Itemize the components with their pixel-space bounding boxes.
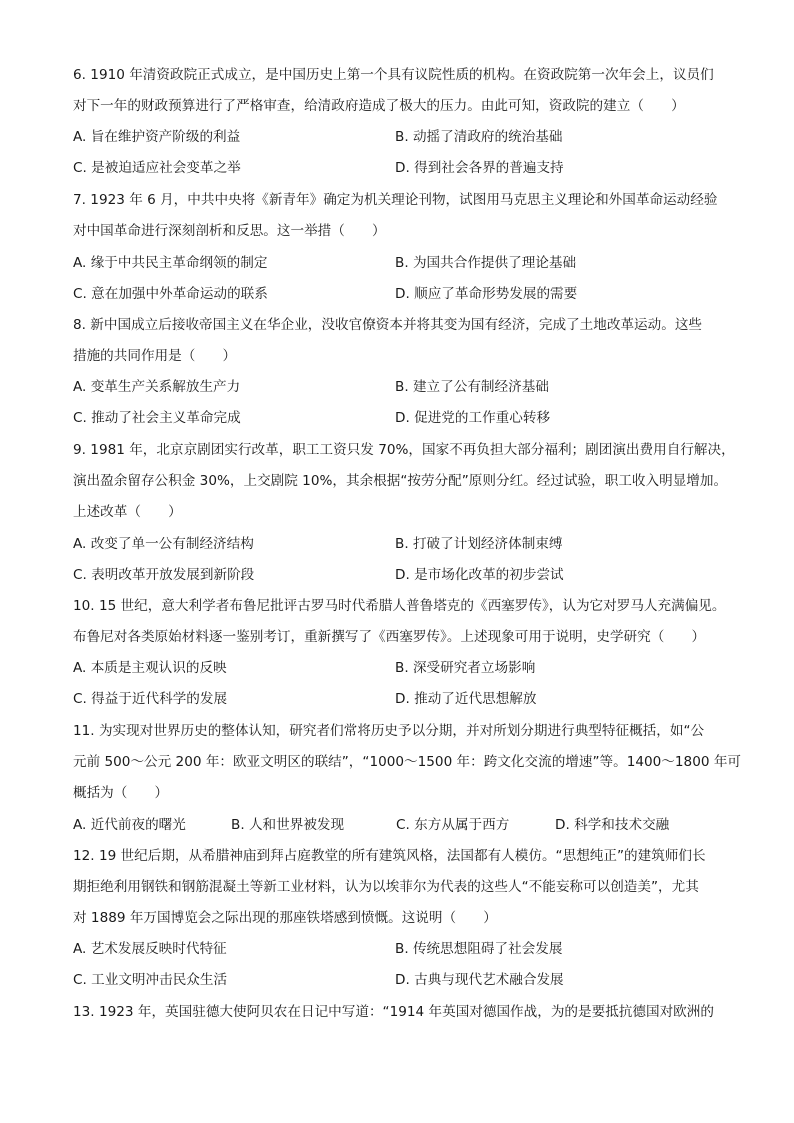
question-line: 期拒绝利用钢铁和钢筋混凝土等新工业材料，认为以埃菲尔为代表的这些人“不能妄称可以创造美”，尤其	[73, 879, 699, 896]
question-line: 9. 1981 年，北京京剧团实行改革，职工工资只发 70%，国家不再负担大部分福利；剧团演出费用自行解决，	[73, 442, 735, 458]
option-d[interactable]: D. 推动了近代思想解放	[395, 691, 537, 708]
option-d[interactable]: D. 科学和技术交融	[555, 817, 670, 833]
options-11	[73, 810, 723, 841]
option-c[interactable]: C. 得益于近代科学的发展	[73, 691, 228, 708]
option-d[interactable]: D. 古典与现代艺术融合发展	[395, 972, 564, 989]
question-9	[73, 435, 735, 529]
option-d[interactable]: D. 是市场化改革的初步尝试	[395, 567, 564, 584]
option-a[interactable]: A. 旨在维护资产阶级的利益	[73, 129, 241, 145]
options-6	[73, 122, 723, 184]
question-line: 13. 1923 年，英国驻德大使阿贝农在日记中写道：“1914 年英国对德国作战，为的是要抵抗德国对欧洲的	[73, 1004, 714, 1020]
option-b[interactable]: B. 动摇了清政府的统治基础	[395, 129, 563, 145]
option-c[interactable]: C. 东方从属于西方	[396, 817, 510, 833]
option-a[interactable]: A. 缘于中共民主革命纲领的制定	[73, 255, 268, 271]
question-line: 12. 19 世纪后期，从希腊神庙到拜占庭教堂的所有建筑风格，法国都有人模仿。“思想纯正”的建筑师们长	[73, 848, 706, 864]
option-b[interactable]: B. 人和世界被发现	[231, 817, 345, 833]
question-10	[73, 591, 726, 653]
option-c[interactable]: C. 工业文明冲击民众生活	[73, 972, 228, 989]
question-line: 措施的共同作用是（ ）	[73, 348, 237, 365]
question-line: 对下一年的财政预算进行了严格审查，给清政府造成了极大的压力。由此可知，资政院的建立（ ）	[73, 98, 685, 115]
question-8	[73, 310, 723, 372]
option-a[interactable]: A. 改变了单一公有制经济结构	[73, 536, 254, 552]
question-line: 对中国革命进行深刻剖析和反思。这一举措（ ）	[73, 223, 386, 240]
option-b[interactable]: B. 传统思想阻碍了社会发展	[395, 941, 563, 957]
question-13	[73, 997, 723, 1028]
options-8	[73, 372, 723, 434]
option-d[interactable]: D. 促进党的工作重心转移	[395, 410, 551, 427]
option-d[interactable]: D. 得到社会各界的普遍支持	[395, 160, 564, 177]
option-c[interactable]: C. 推动了社会主义革命完成	[73, 410, 241, 427]
option-b[interactable]: B. 为国共合作提供了理论基础	[395, 255, 577, 271]
question-line: 6. 1910 年清资政院正式成立，是中国历史上第一个具有议院性质的机构。在资政院第一次年会上，议员们	[73, 67, 714, 83]
question-line: 10. 15 世纪，意大利学者布鲁尼批评古罗马时代希腊人普鲁塔克的《西塞罗传》，认为它对罗马人充满偏见。	[73, 598, 726, 614]
options-9	[73, 529, 723, 591]
question-11	[73, 716, 742, 810]
option-b[interactable]: B. 打破了计划经济体制束缚	[395, 536, 563, 552]
question-line: 概括为（ ）	[73, 785, 169, 802]
option-c[interactable]: C. 意在加强中外革命运动的联系	[73, 286, 268, 303]
option-a[interactable]: A. 近代前夜的曙光	[73, 817, 186, 833]
question-line: 对 1889 年万国博览会之际出现的那座铁塔感到愤慨。这说明（ ）	[73, 910, 497, 927]
option-b[interactable]: B. 深受研究者立场影响	[395, 660, 536, 676]
options-12	[73, 934, 723, 996]
question-line: 8. 新中国成立后接收帝国主义在华企业，没收官僚资本并将其变为国有经济，完成了土地改革运动。这些	[73, 317, 703, 333]
question-line: 元前 500～公元 200 年：欧亚文明区的联结”，“1000～1500 年：跨文化交流的增速”等。1400～1800 年可	[73, 754, 742, 771]
option-a[interactable]: A. 艺术发展反映时代特征	[73, 941, 227, 957]
question-line: 演出盈余留存公积金 30%，上交剧院 10%，其余根据“按劳分配”原则分红。经过试验，职工收入明显增加。	[73, 473, 728, 490]
options-10	[73, 653, 723, 715]
option-c[interactable]: C. 是被迫适应社会变革之举	[73, 160, 241, 177]
question-line: 7. 1923 年 6 月，中共中央将《新青年》确定为机关理论刊物，试图用马克思主义理论和外国革命运动经验	[73, 192, 718, 208]
question-line: 上述改革（ ）	[73, 504, 182, 521]
options-7	[73, 248, 723, 310]
question-6	[73, 60, 723, 122]
option-a[interactable]: A. 变革生产关系解放生产力	[73, 379, 241, 395]
option-b[interactable]: B. 建立了公有制经济基础	[395, 379, 549, 395]
option-c[interactable]: C. 表明改革开放发展到新阶段	[73, 567, 255, 584]
option-d[interactable]: D. 顺应了革命形势发展的需要	[395, 286, 578, 303]
question-line: 布鲁尼对各类原始材料逐一鉴别考订，重新撰写了《西塞罗传》。上述现象可用于说明，史学研究（ ）	[73, 629, 706, 646]
option-a[interactable]: A. 本质是主观认识的反映	[73, 660, 227, 676]
question-line: 11. 为实现对世界历史的整体认知，研究者们常将历史予以分期，并对所划分期进行典型特征概括，如“公	[73, 723, 705, 739]
question-7	[73, 185, 723, 247]
question-12	[73, 841, 723, 935]
